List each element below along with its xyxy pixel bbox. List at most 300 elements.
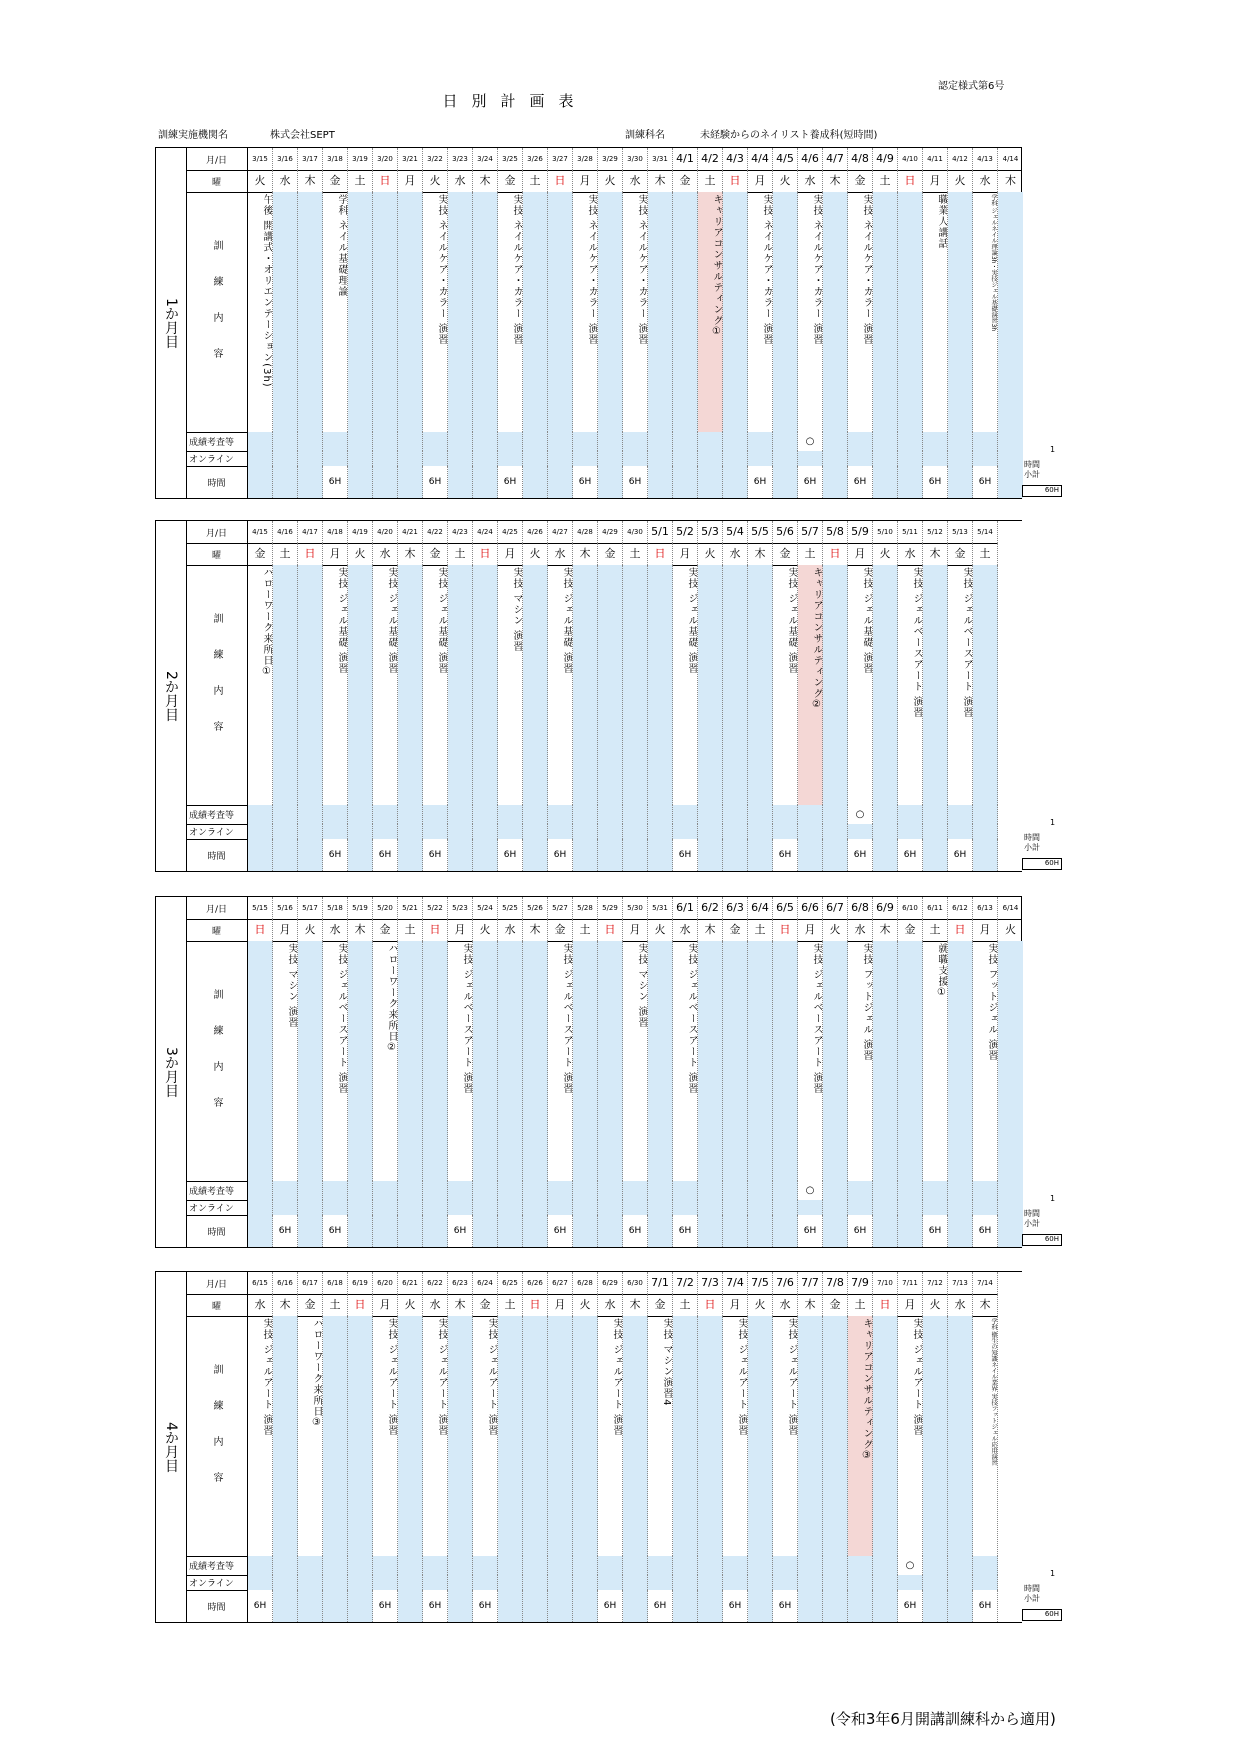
hours-cell bbox=[773, 1215, 798, 1247]
hours-cell bbox=[348, 1590, 373, 1622]
date-cell: 3/19 bbox=[348, 148, 373, 170]
online-cell bbox=[573, 1200, 598, 1215]
exam-cell: ○ bbox=[898, 1556, 923, 1575]
exam-cell bbox=[823, 805, 848, 824]
content-text: 実技 ジェルベースアート 演習 bbox=[811, 943, 822, 1095]
date-cell: 4/6 bbox=[798, 148, 823, 170]
exam-cell bbox=[773, 1556, 798, 1575]
online-cell bbox=[798, 451, 823, 466]
hours-row bbox=[248, 1590, 1021, 1622]
content-cell bbox=[723, 192, 748, 432]
date-cell: 3/21 bbox=[398, 148, 423, 170]
date-cell: 5/7 bbox=[798, 521, 823, 543]
date-cell: 5/19 bbox=[348, 897, 373, 919]
hours-cell bbox=[598, 1215, 623, 1247]
content-cell bbox=[498, 192, 523, 432]
date-cell: 3/15 bbox=[248, 148, 273, 170]
hours-cell bbox=[998, 466, 1023, 498]
content-cell bbox=[473, 192, 498, 432]
content-cell bbox=[948, 192, 973, 432]
content-cell bbox=[723, 941, 748, 1181]
exam-row bbox=[248, 432, 1021, 451]
hours-cell bbox=[298, 839, 323, 871]
content-cell bbox=[498, 1316, 523, 1556]
exam-cell bbox=[473, 432, 498, 451]
hours-cell bbox=[298, 1215, 323, 1247]
exam-cell bbox=[348, 432, 373, 451]
day-cell: 水 bbox=[973, 170, 998, 192]
online-cell bbox=[948, 824, 973, 839]
exam-cell bbox=[898, 1181, 923, 1200]
content-cell bbox=[948, 565, 973, 805]
exam-cell bbox=[523, 1556, 548, 1575]
day-cell: 火 bbox=[398, 1294, 423, 1316]
content-cell bbox=[823, 941, 848, 1181]
institution-label: 訓練実施機関名 bbox=[158, 130, 228, 141]
exam-cell bbox=[698, 1181, 723, 1200]
date-cell: 3/25 bbox=[498, 148, 523, 170]
exam-cell bbox=[423, 1181, 448, 1200]
day-cell: 木 bbox=[623, 1294, 648, 1316]
online-cell bbox=[673, 824, 698, 839]
date-cell: 6/13 bbox=[973, 897, 998, 919]
hours-cell: 6H bbox=[498, 466, 523, 498]
content-cell bbox=[448, 565, 473, 805]
day-cell: 木 bbox=[873, 919, 898, 941]
day-cell: 水 bbox=[623, 170, 648, 192]
hours-cell bbox=[623, 839, 648, 871]
content-cell bbox=[348, 192, 373, 432]
date-cell: 5/11 bbox=[898, 521, 923, 543]
online-cell bbox=[973, 1200, 998, 1215]
date-cell: 5/8 bbox=[823, 521, 848, 543]
online-cell bbox=[373, 1575, 398, 1590]
online-cell bbox=[948, 451, 973, 466]
content-cell bbox=[273, 565, 298, 805]
content-cell bbox=[298, 1316, 323, 1556]
exam-cell bbox=[948, 805, 973, 824]
exam-cell bbox=[848, 1556, 873, 1575]
hours-cell: 6H bbox=[673, 839, 698, 871]
hours-cell bbox=[748, 839, 773, 871]
content-cell bbox=[748, 565, 773, 805]
exam-cell bbox=[873, 1181, 898, 1200]
exam-cell bbox=[773, 432, 798, 451]
online-cell bbox=[898, 451, 923, 466]
date-cell: 4/26 bbox=[523, 521, 548, 543]
exam-cell bbox=[323, 432, 348, 451]
day-cell: 木 bbox=[448, 1294, 473, 1316]
exam-cell bbox=[848, 1181, 873, 1200]
exam-cell bbox=[948, 1556, 973, 1575]
exam-row bbox=[248, 805, 1021, 824]
content-cell bbox=[448, 192, 473, 432]
content-text: 実技 ジェル基礎 演習 bbox=[786, 567, 797, 675]
date-cell: 4/30 bbox=[623, 521, 648, 543]
hours-cell bbox=[248, 1215, 273, 1247]
day-cell: 日 bbox=[598, 919, 623, 941]
content-cell bbox=[948, 941, 973, 1181]
content-text: 実技 ジェル基礎 演習 bbox=[861, 567, 872, 675]
content-cell bbox=[598, 192, 623, 432]
date-cell: 7/14 bbox=[973, 1272, 998, 1294]
day-cell: 土 bbox=[798, 543, 823, 565]
month-label: 2か月目 bbox=[163, 670, 179, 722]
day-cell: 月 bbox=[548, 1294, 573, 1316]
online-cell bbox=[398, 1575, 423, 1590]
content-cell bbox=[348, 941, 373, 1181]
hours-cell bbox=[723, 1215, 748, 1247]
date-cell: 4/2 bbox=[698, 148, 723, 170]
exam-cell bbox=[523, 1181, 548, 1200]
month-column bbox=[156, 897, 187, 1247]
date-cell: 4/14 bbox=[1002, 155, 1019, 163]
content-cell bbox=[573, 1316, 598, 1556]
day-cell: 土 bbox=[873, 170, 898, 192]
date-cell: 4/10 bbox=[898, 148, 923, 170]
day-cell: 木 bbox=[748, 543, 773, 565]
hours-cell bbox=[823, 1215, 848, 1247]
day-cell: 月 bbox=[673, 543, 698, 565]
month-column bbox=[156, 1272, 187, 1622]
exam-cell bbox=[298, 805, 323, 824]
content-label-text: 訓練内容 bbox=[211, 613, 222, 757]
day-cell: 土 bbox=[748, 919, 773, 941]
date-cell: 7/7 bbox=[798, 1272, 823, 1294]
date-cell: 6/3 bbox=[723, 897, 748, 919]
content-text: 実技 ジェルアート 演習 bbox=[486, 1318, 497, 1437]
date-cell: 6/19 bbox=[348, 1272, 373, 1294]
hours-cell bbox=[998, 1590, 1023, 1622]
hours-cell bbox=[948, 1590, 973, 1622]
exam-cell bbox=[548, 432, 573, 451]
hours-cell bbox=[648, 466, 673, 498]
online-cell bbox=[823, 824, 848, 839]
day-cell: 火 bbox=[298, 919, 323, 941]
online-cell bbox=[398, 824, 423, 839]
online-cell bbox=[698, 451, 723, 466]
hours-cell bbox=[698, 1590, 723, 1622]
date-cell: 6/17 bbox=[298, 1272, 323, 1294]
day-cell: 木 bbox=[1005, 174, 1016, 187]
date-cell: 7/3 bbox=[698, 1272, 723, 1294]
online-cell bbox=[873, 1575, 898, 1590]
exam-cell bbox=[323, 1181, 348, 1200]
online-cell bbox=[848, 1200, 873, 1215]
exam-cell bbox=[648, 805, 673, 824]
exam-cell: ○ bbox=[848, 805, 873, 824]
exam-cell bbox=[598, 1556, 623, 1575]
content-cell bbox=[623, 941, 648, 1181]
hours-cell bbox=[898, 1215, 923, 1247]
hours-cell bbox=[448, 839, 473, 871]
date-cell: 5/20 bbox=[373, 897, 398, 919]
content-text: 実技 ネイルケア・カラー 演習 bbox=[861, 194, 872, 346]
hours-cell bbox=[748, 1215, 773, 1247]
date-cell: 3/27 bbox=[548, 148, 573, 170]
exam-cell bbox=[973, 432, 998, 451]
exam-cell bbox=[248, 805, 273, 824]
content-cell bbox=[848, 1316, 873, 1556]
hours-cell bbox=[398, 839, 423, 871]
hours-cell bbox=[923, 839, 948, 871]
day-cell: 金 bbox=[648, 1294, 673, 1316]
day-cell: 金 bbox=[423, 543, 448, 565]
exam-cell bbox=[598, 1181, 623, 1200]
online-cell bbox=[273, 1575, 298, 1590]
day-cell: 日 bbox=[873, 1294, 898, 1316]
content-text: 実技 ジェルベースアート 演習 bbox=[561, 943, 572, 1095]
date-cell: 5/12 bbox=[923, 521, 948, 543]
hours-cell bbox=[523, 1215, 548, 1247]
hours-cell bbox=[873, 1590, 898, 1622]
online-cell bbox=[298, 824, 323, 839]
content-cell bbox=[998, 192, 1023, 432]
month-column bbox=[156, 521, 187, 871]
content-text: 実技 フットジェル 演習 bbox=[986, 943, 997, 1062]
date-cell: 4/16 bbox=[273, 521, 298, 543]
date-cell: 4/20 bbox=[373, 521, 398, 543]
exam-cell bbox=[648, 1556, 673, 1575]
course-label: 訓練科名 bbox=[625, 130, 665, 141]
content-cell bbox=[373, 192, 398, 432]
exam-cell: ○ bbox=[798, 1181, 823, 1200]
day-cell: 土 bbox=[398, 919, 423, 941]
subtotal-value: 60H bbox=[1022, 858, 1062, 870]
content-cell bbox=[823, 565, 848, 805]
content-text: 実技 ジェル基礎 演習 bbox=[386, 567, 397, 675]
content-text: 実技 ジェルアート 演習 bbox=[436, 1318, 447, 1437]
content-cell bbox=[473, 1316, 498, 1556]
page-title: 日別計画表 bbox=[442, 92, 588, 110]
content-cell bbox=[298, 565, 323, 805]
content-cell bbox=[548, 565, 573, 805]
day-label: 曜 bbox=[186, 543, 248, 565]
content-cell bbox=[248, 565, 273, 805]
date-cell: 4/1 bbox=[673, 148, 698, 170]
day-cell: 金 bbox=[898, 919, 923, 941]
date-cell: 5/13 bbox=[948, 521, 973, 543]
online-cell bbox=[698, 1200, 723, 1215]
content-cell bbox=[673, 192, 698, 432]
hours-cell: 6H bbox=[248, 1590, 273, 1622]
day-cell: 火 bbox=[873, 543, 898, 565]
content-cell bbox=[548, 1316, 573, 1556]
month-block bbox=[155, 1271, 1022, 1623]
day-cell: 水 bbox=[773, 1294, 798, 1316]
hours-cell bbox=[648, 1215, 673, 1247]
day-cell: 木 bbox=[398, 543, 423, 565]
exam-cell bbox=[798, 805, 823, 824]
day-cell: 水 bbox=[948, 1294, 973, 1316]
exam-cell bbox=[823, 432, 848, 451]
exam-cell bbox=[473, 1181, 498, 1200]
exam-label: 成績考査等 bbox=[186, 432, 248, 451]
day-cell: 月 bbox=[373, 1294, 398, 1316]
content-cell bbox=[323, 565, 348, 805]
content-cell bbox=[848, 192, 873, 432]
content-cell bbox=[973, 192, 998, 432]
subtotal-value: 60H bbox=[1022, 485, 1062, 497]
day-cell: 木 bbox=[523, 919, 548, 941]
content-cell bbox=[448, 941, 473, 1181]
day-cell: 金 bbox=[598, 543, 623, 565]
online-cell bbox=[773, 824, 798, 839]
hours-cell: 6H bbox=[423, 466, 448, 498]
online-cell bbox=[598, 451, 623, 466]
hours-cell: 6H bbox=[473, 1590, 498, 1622]
content-cell bbox=[648, 565, 673, 805]
date-cell: 6/20 bbox=[373, 1272, 398, 1294]
online-cell bbox=[523, 451, 548, 466]
day-cell: 月 bbox=[723, 1294, 748, 1316]
online-cell bbox=[248, 1200, 273, 1215]
day-cell: 木 bbox=[298, 170, 323, 192]
day-cell: 水 bbox=[498, 919, 523, 941]
online-cell bbox=[398, 451, 423, 466]
content-cell bbox=[823, 192, 848, 432]
date-cell: 7/6 bbox=[773, 1272, 798, 1294]
content-text: 実技 ジェル基礎 演習 bbox=[436, 567, 447, 675]
date-cell: 5/16 bbox=[273, 897, 298, 919]
content-cell bbox=[798, 941, 823, 1181]
content-text: 実技 マシン 演習 bbox=[636, 943, 647, 1029]
content-cell bbox=[798, 1316, 823, 1556]
online-cell bbox=[798, 824, 823, 839]
exam-label: 成績考査等 bbox=[186, 805, 248, 824]
date-cell: 4/28 bbox=[573, 521, 598, 543]
day-cell: 金 bbox=[673, 170, 698, 192]
exam-cell bbox=[823, 1556, 848, 1575]
content-cell bbox=[423, 565, 448, 805]
day-cell: 日 bbox=[898, 170, 923, 192]
content-text: ハローワーク来所日③ bbox=[311, 1318, 322, 1429]
exam-count: 1 bbox=[1050, 818, 1056, 827]
content-cell bbox=[848, 565, 873, 805]
online-cell bbox=[748, 1200, 773, 1215]
date-cell: 5/2 bbox=[673, 521, 698, 543]
month-label: 3か月目 bbox=[163, 1046, 179, 1098]
exam-count: 1 bbox=[1050, 1569, 1056, 1578]
date-label: 月/日 bbox=[186, 521, 248, 543]
exam-cell bbox=[623, 1181, 648, 1200]
exam-cell bbox=[923, 432, 948, 451]
content-cell bbox=[873, 1316, 898, 1556]
hours-cell: 6H bbox=[723, 1590, 748, 1622]
month-block bbox=[155, 896, 1022, 1248]
exam-cell bbox=[873, 805, 898, 824]
online-cell bbox=[573, 1575, 598, 1590]
day-cell: 土 bbox=[523, 170, 548, 192]
exam-cell bbox=[698, 1556, 723, 1575]
exam-cell bbox=[348, 1181, 373, 1200]
day-cell: 水 bbox=[898, 543, 923, 565]
exam-cell bbox=[423, 1556, 448, 1575]
exam-cell bbox=[623, 1556, 648, 1575]
content-text: 職業人講話 bbox=[936, 194, 947, 249]
exam-cell bbox=[248, 1556, 273, 1575]
online-cell bbox=[998, 824, 1023, 839]
date-cell: 6/8 bbox=[848, 897, 873, 919]
hours-cell: 6H bbox=[273, 1215, 298, 1247]
content-cell bbox=[473, 941, 498, 1181]
content-text: 実技 ネイルケア・カラー 演習 bbox=[761, 194, 772, 346]
hours-cell: 6H bbox=[923, 1215, 948, 1247]
hours-cell bbox=[798, 1590, 823, 1622]
online-cell bbox=[898, 1200, 923, 1215]
day-cell: 土 bbox=[448, 543, 473, 565]
exam-cell bbox=[398, 1181, 423, 1200]
online-cell bbox=[248, 1575, 273, 1590]
exam-cell bbox=[298, 432, 323, 451]
day-cell: 土 bbox=[623, 543, 648, 565]
subtotal-label-bottom: 小計 bbox=[1024, 843, 1040, 852]
hours-cell bbox=[698, 1215, 723, 1247]
content-cell bbox=[598, 941, 623, 1181]
exam-cell bbox=[248, 1181, 273, 1200]
date-cell: 6/29 bbox=[598, 1272, 623, 1294]
day-cell: 木 bbox=[473, 170, 498, 192]
hours-cell: 6H bbox=[373, 1590, 398, 1622]
day-cell: 土 bbox=[273, 543, 298, 565]
exam-cell bbox=[973, 1556, 998, 1575]
content-text: 実技 マシン 演習 bbox=[286, 943, 297, 1029]
hours-cell bbox=[848, 1590, 873, 1622]
day-cell: 水 bbox=[323, 919, 348, 941]
hours-cell: 6H bbox=[323, 1215, 348, 1247]
online-cell bbox=[273, 451, 298, 466]
day-cell: 日 bbox=[648, 543, 673, 565]
hours-cell bbox=[523, 466, 548, 498]
day-cell: 木 bbox=[348, 919, 373, 941]
date-cell: 7/11 bbox=[898, 1272, 923, 1294]
day-cell: 月 bbox=[323, 543, 348, 565]
day-cell: 土 bbox=[973, 543, 998, 565]
exam-cell bbox=[748, 1181, 773, 1200]
content-cell bbox=[248, 1316, 273, 1556]
hours-cell bbox=[473, 466, 498, 498]
date-cell: 6/10 bbox=[898, 897, 923, 919]
online-cell bbox=[573, 451, 598, 466]
online-cell bbox=[598, 824, 623, 839]
exam-cell bbox=[923, 805, 948, 824]
online-cell bbox=[823, 1200, 848, 1215]
date-cell: 7/12 bbox=[923, 1272, 948, 1294]
online-cell bbox=[673, 1575, 698, 1590]
content-cell bbox=[673, 941, 698, 1181]
content-cell bbox=[648, 1316, 673, 1556]
content-row bbox=[248, 565, 1021, 805]
day-cell: 火 bbox=[773, 170, 798, 192]
online-cell bbox=[998, 1200, 1023, 1215]
exam-cell bbox=[773, 805, 798, 824]
online-cell bbox=[473, 824, 498, 839]
content-cell bbox=[398, 192, 423, 432]
date-row bbox=[248, 897, 1021, 919]
day-cell: 木 bbox=[273, 1294, 298, 1316]
content-row bbox=[248, 1316, 1021, 1556]
hours-cell: 6H bbox=[673, 1215, 698, 1247]
content-cell bbox=[898, 941, 923, 1181]
online-cell bbox=[998, 1575, 1023, 1590]
day-cell: 金 bbox=[548, 919, 573, 941]
content-cell bbox=[898, 1316, 923, 1556]
online-cell bbox=[298, 451, 323, 466]
content-cell bbox=[748, 192, 773, 432]
content-text: 実技 ジェルアート 演習 bbox=[386, 1318, 397, 1437]
day-cell: 月 bbox=[398, 170, 423, 192]
online-cell bbox=[648, 1200, 673, 1215]
